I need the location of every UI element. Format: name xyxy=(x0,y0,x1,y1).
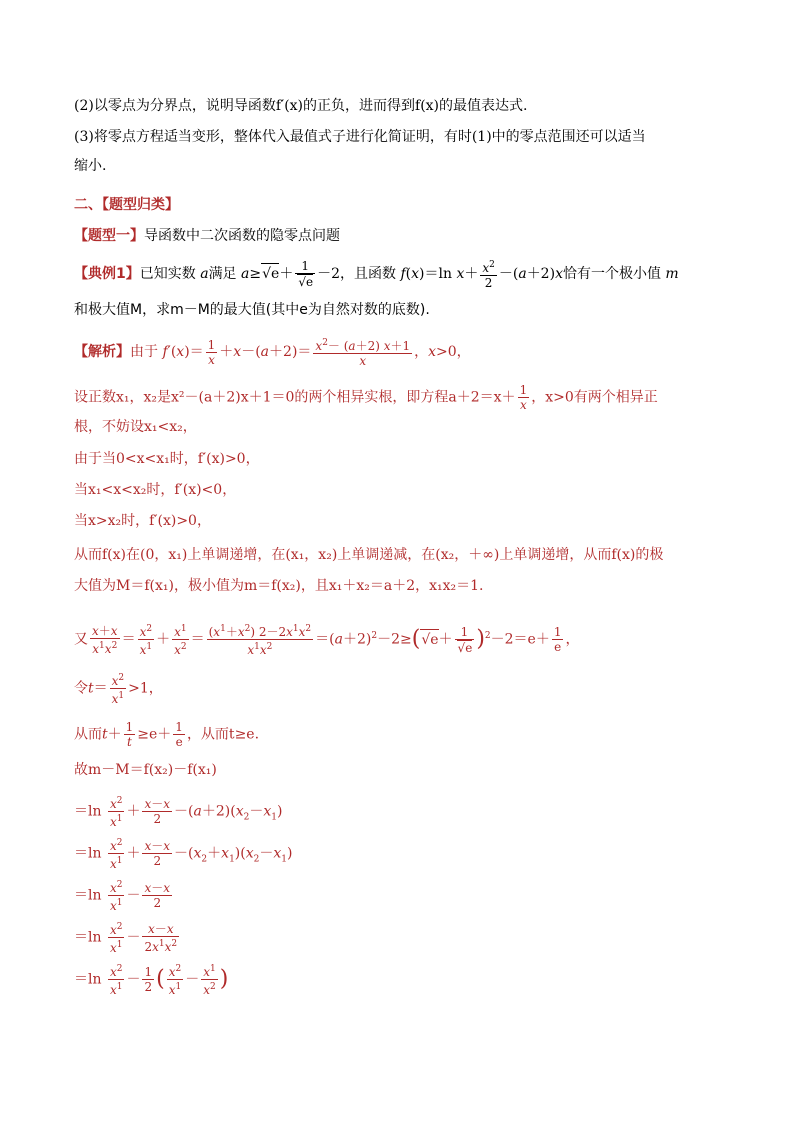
example-text-3: ，且函数 xyxy=(340,266,397,282)
derivation-step-1: ＝ln $\frac{x^2}{x^1}$ ＋ $\frac{x-x}{2}$ $-(a+2)(x_2-x_1)$ xyxy=(74,796,283,829)
fraction: $\frac{x^2}{2}$ xyxy=(482,260,495,290)
solution-line-4: 由于当0<x<x₁时，f′(x)>0， xyxy=(74,451,260,467)
example-line-1: 【典例1】已知实数 a满足 a≥√ e＋ 1 √ e －2，且函数 f(x)＝ln x＋ $\frac{x^2}{2}$ －(a＋2)x恰有一个极小值 m xyxy=(74,258,679,290)
section-prefix: 二、 xyxy=(74,197,102,213)
derivation-step-5: ＝ln $\frac{x^2}{x^1}$ － $\frac{1}{2}$ ( $\frac{x^2}{x^1}$ － $\frac{x^1}{x^2}$ ) xyxy=(74,964,229,997)
solution-lead: 由于 xyxy=(130,344,158,360)
section-heading xyxy=(74,195,179,215)
solution-line-1: 【解析】由于 f′(x)＝ $\frac{1}{x}$ ＋x－(a＋2)＝ $\frac{x^2- (a+2) x+1}{x}$ ，x>0， xyxy=(74,337,471,368)
solution-line-6: 当x>x₂时，f′(x)>0， xyxy=(74,513,211,529)
solution-line-3: 根，不妨设x₁<x₂， xyxy=(74,419,197,435)
example-tag: 【典例1】 xyxy=(74,266,140,282)
solution-line-11: 从而t＋ $\frac{1}{t}$ ≥e＋ $\frac{1}{e}$ ，从而t≥e. xyxy=(74,720,260,749)
you-label: 又 xyxy=(74,631,88,648)
derivation-step-4: ＝ln $\frac{x^2}{x^1}$ － $\frac{x-x}{2x^1x^2}$ xyxy=(74,921,178,955)
cong-label: 从而 xyxy=(74,726,102,743)
solution-line-5: 当x₁<x<x₂时，f′(x)<0， xyxy=(74,482,237,498)
derivation-step-2: ＝ln $\frac{x^2}{x^1}$ ＋ $\frac{x-x}{2}$ $-(x_2+x_1)(x_2-x_1)$ xyxy=(74,838,293,871)
solution-line-7: 从而f(x)在(0，x₁)上单调递增，在(x₁，x₂)上单调递减，在(x₂，＋∞)上单调递增，从而f(x)的极 xyxy=(74,547,664,563)
solution-line-9: 又 $\frac{x+x}{x^1x^2}$ ＝ $\frac{x^2}{x^1}$ ＋ $\frac{x^1}{x^2}$ ＝ $\frac{(x^1+x^2) 2-2x^1x^2}{x^1x^2}$ $=(a+2)^2-2\ge(√$ e＋ 1 √ e )$^2$－2＝e＋ $\frac{1}{e}$ ， xyxy=(74,622,579,657)
solution-line-10: 令t＝ $\frac{x^2}{x^1}$ >1， xyxy=(74,673,163,706)
solution-text-2: 设正数x₁，x₂是x²－(a＋2)x＋1＝0的两个相异实根，即方程a＋2＝x＋ xyxy=(74,389,516,406)
example-text-2: 满足 xyxy=(208,266,237,282)
solution-line-8: 大值为M＝f(x₁)，极小值为m＝f(x₂)，且x₁＋x₂＝a＋2，x₁x₂＝1. xyxy=(74,578,484,594)
solution-line-12: 故m－M＝f(x₂)－f(x₁) xyxy=(74,762,217,778)
ling-label: 令 xyxy=(74,680,88,697)
solution-tag: 【解析】 xyxy=(74,344,130,360)
example-text-4: 恰有一个极小值 xyxy=(562,266,661,282)
example-text-1: 已知实数 xyxy=(139,266,196,282)
solution-line-2: 设正数x₁，x₂是x²－(a＋2)x＋1＝0的两个相异实根，即方程a＋2＝x＋ $\frac{1}{x}$ ，x>0有两个相异正 xyxy=(74,383,658,412)
type-title: 导函数中二次函数的隐零点问题 xyxy=(144,228,340,244)
intro-line-2: (3)将零点方程适当变形，整体代入最值式子进行化简证明，有时(1)中的零点范围还可以适当 xyxy=(74,129,646,145)
intro-line-1: (2)以零点为分界点，说明导函数f′(x)的正负，进而得到f(x)的最值表达式. xyxy=(74,98,528,114)
section-title: 【题型归类】 xyxy=(102,197,179,213)
type-tag: 【题型一】 xyxy=(74,228,144,244)
type-heading xyxy=(74,226,340,246)
example-line-2: 和极大值M，求m－M的最大值(其中e为自然对数的底数). xyxy=(74,302,430,318)
solution-text-2b: ，x>0有两个相异正 xyxy=(531,389,658,406)
fraction: 1 √ e xyxy=(295,259,315,289)
cong-text: ，从而t≥e. xyxy=(186,726,260,743)
intro-line-3: 缩小. xyxy=(74,158,107,174)
derivation-step-3: ＝ln $\frac{x^2}{x^1}$ － $\frac{x-x}{2}$ xyxy=(74,880,171,913)
